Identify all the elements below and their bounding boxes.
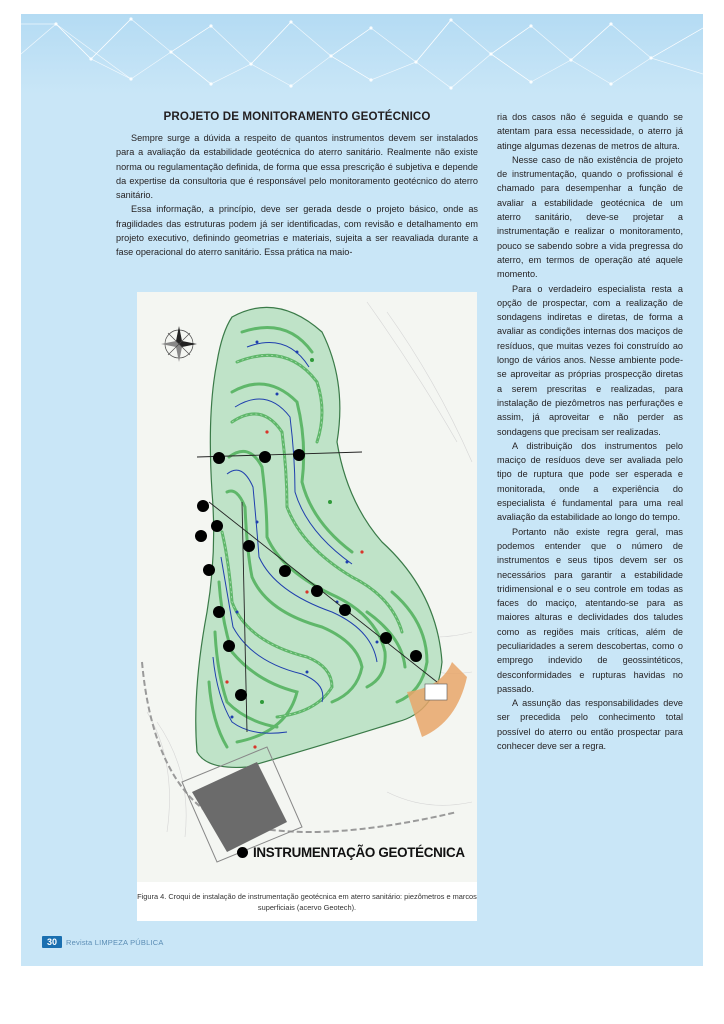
legend-label: INSTRUMENTAÇÃO GEOTÉCNICA — [253, 845, 465, 860]
landfill-site-plan — [137, 292, 477, 882]
figure-landfill-map — [137, 292, 477, 921]
magazine-page — [21, 14, 703, 966]
right-paragraph: A assunção das responsabilidades deve ser precedida pelo conhecimento total possível do aterro ou então prospectar para conhecer deve ser a regra. — [497, 698, 683, 752]
page-number-badge: 30 — [42, 936, 62, 948]
page-footer — [42, 936, 164, 948]
right-paragraph: Para o verdadeiro especialista resta a opção de prospectar, com a realização de sondagens indiretas e diretas, de forma a avaliar as condições internas dos maciços de resíduos, que muitas vezes foi construído ao longo de vários anos. Nesse ambiente pode-se aproveitar as próprias prospecção diretas a serem prescritas e realizadas, para instalação de piezômetros nas perfurações e assim, já aproveitar e não perder as sondagens que precisam ser realizadas. — [497, 283, 683, 437]
right-paragraph: Nesse caso de não existência de projeto de instrumentação, quando o profissional é chamado para desempenhar a função de avaliar a estabilidade geotécnica de um aterro sanitário, deve-se projetar a instrumentação e realizar o monitoramento, pouco se sabendo sobre a vida pregressa do aterro, em termos de operação até aquele momento. — [497, 154, 683, 280]
decorative-network-banner — [21, 14, 703, 94]
instrument-dot-icon — [237, 847, 248, 858]
left-paragraph: Sempre surge a dúvida a respeito de quantos instrumentos devem ser instalados para a avaliação da estabilidade geotécnica do aterro sanitário. Realmente não existe norma ou regulamentação definida, de forma que essa prescrição é subjetiva e depende da expertise da consultoria que é responsável pelo monitoramento geotécnico do aterro sanitário. — [116, 133, 478, 201]
figure-caption: Figura 4. Croqui de instalação de instrumentação geotécnica em aterro sanitário: piezômetros e marcos superficiais (acervo Geotech). — [137, 892, 477, 912]
left-text-column — [116, 110, 478, 260]
article-heading: PROJETO DE MONITORAMENTO GEOTÉCNICO — [163, 110, 431, 123]
right-text-column — [497, 110, 683, 753]
right-paragraph: A distribuição dos instrumentos pelo maciço de resíduos deve ser avaliada pelo tipo de ruptura que pode ser esperada e monitorada, onde a experiência do especialista é fundamental para uma real avaliação da estabilidade ao longo do tempo. — [497, 440, 683, 523]
figure-legend — [237, 845, 465, 860]
right-paragraph: ria dos casos não é seguida e quando se atentam para essa necessidade, o aterro já atinge algumas dezenas de metros de altura. — [497, 112, 683, 151]
right-paragraph: Portanto não existe regra geral, mas podemos entender que o número de instrumentos e seus tipos devem ser os necessários para garantir a estabilidade tridimensional e o seu controle em todas as faces do maciço, atentando-se para as maiores alturas e declividades dos taludes como as regiões mais críticas, além de peculiaridades a serem descobertas, como o emprego indevido de geossintéticos, desconformidades e rupturas havidas no passado. — [497, 526, 683, 694]
left-paragraph: Essa informação, a princípio, deve ser gerada desde o projeto básico, onde as fragilidades das estruturas podem já ser identificadas, com revisão e detalhamento em projeto executivo, definindo geometrias e materiais, sujeita a ser reavaliada durante a fase operacional do aterro sanitário. Essa prática na maio- — [116, 204, 478, 258]
magazine-name: Revista LIMPEZA PÚBLICA — [66, 937, 164, 947]
